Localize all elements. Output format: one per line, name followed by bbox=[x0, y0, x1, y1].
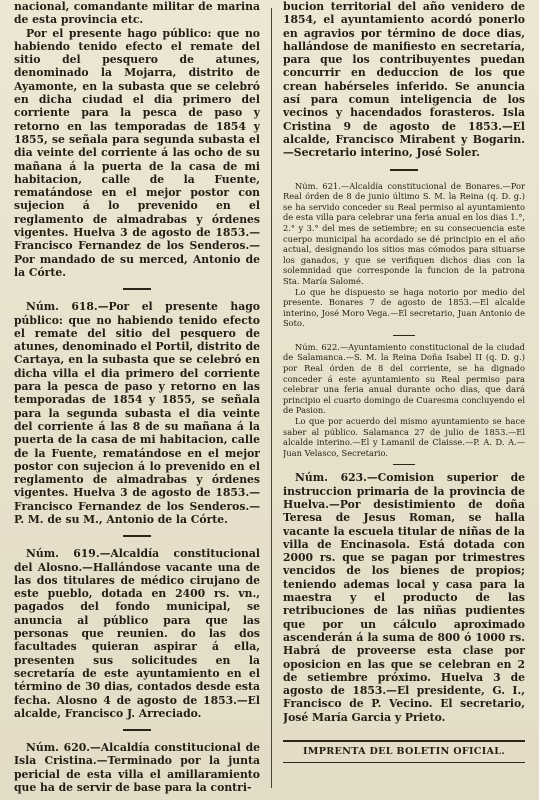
column-divider bbox=[271, 8, 272, 788]
notice-620-continuation bbox=[283, 0, 525, 160]
separator-rule bbox=[390, 169, 418, 171]
right-column bbox=[283, 0, 525, 800]
notice-620-text: Núm. 620.—Alcaldía constitucional de Isla Cristina.—Terminado por la junta pericial de esta villa el amillaramiento que ha de servir de base para la contri- bbox=[14, 741, 260, 795]
notice-621-signature: Lo que he dispuesto se haga notorio por medio del presente. Bonares 7 de agosto de 1853.—El alcalde interino, José Moro Vega.—El secretario, Juan Antonio de Soto. bbox=[283, 286, 525, 329]
notice-618 bbox=[14, 300, 260, 526]
notice-621 bbox=[283, 181, 525, 329]
notice-623-text: Núm. 623.—Comision superior de instruccion primaria de la provincia de Huelva.—Por desistimiento de doña Teresa de Jesus Roman, se halla vacante la escuela titular de niñas de la villa de Encinasola. Está dotada con 2000 rs. que se pagan por trimestres vencidos de los bienes de propios; teniendo ademas local y casa para la maestra y el producto de las retribuciones de las niñas pudientes que por un cálculo aproximado ascenderán á la suma de 800 ó 1000 rs. Habrá de proveerse esta clase por oposicion en las que se celebran en 2 de setiembre próximo. Huelva 3 de agosto de 1853.—El presidente, G. I., Francisco de P. Vecino. El secretario, José María Garcia y Prieto. bbox=[283, 471, 525, 724]
notice-618-text: Núm. 618.—Por el presente hago público: que no habiendo tenido efecto el remate del sitio del pesquero de atunes, denominado el Portil, distrito de Cartaya, en la subasta que se celebró en dicha villa el dia primero del corriente para la pesca de paso y retorno en las temporadas de 1854 y 1855, se señala para la segunda subasta el dia veinte del corriente á las 8 de su mañana á la puerta de la casa de mi habitacion, calle de la Fuente, rematándose en el mejor postor con sujecion á lo prevenido en el reglamento de almadrabas y órdenes vigentes. Huelva 3 de agosto de 1853.—Francisco Fernandez de los Senderos.—P. M. de su M., Antonio de la Córte. bbox=[14, 300, 260, 526]
notice-619-text: Núm. 619.—Alcaldía constitucional del Alosno.—Hallándose vacante una de las dos titulares de médico cirujano de este pueblo, dotada en 2400 rs. vn., pagados del fondo municipal, se anuncia al público para que las personas que reunien. do las dos facultades quieran aspirar á ella, presenten sus solicitudes en la secretaría de este ayuntamiento en el término de 30 dias, contados desde esta fecha. Alosno 4 de agosto de 1853.—El alcalde, Francisco J. Arreciado. bbox=[14, 547, 260, 720]
notice-620-continuation-text: bucion territorial del año venidero de 1854, el ayuntamiento acordó ponerlo en agravios por término de doce dias, hallándose de manifiesto en secretaría, para que los contribuyentes puedan concurrir en deduccion de los que crean habérseles inferido. Se anuncia así para comun inteligencia de los vecinos y hacendados forasteros. Isla Cristina 9 de agosto de 1853.—El alcalde, Francisco Mirabent y Bogarin.—Secretario interino, José Soler. bbox=[283, 0, 525, 160]
notice-623 bbox=[283, 471, 525, 724]
separator-rule bbox=[123, 535, 151, 537]
notice-622 bbox=[283, 342, 525, 459]
notice-621-text: Núm. 621.—Alcaldía constitucional de Bonares.—Por Real órden de 8 de junio último S. M. la Reina (q. D. g.) se ha servido conceder su Real permiso al ayuntamiento de esta villa para celebrar una feria anual en los dias 1.°, 2.° y 3.° del mes de setiembre; en su consecuencia este cuerpo municipal ha acordado se dé principio en el año actual, designando los sitios mas cómodos para situarse los ganados, y que se verifiquen dichos dias con la solemnidad que corresponde la funcion de la patrona Sta. María Salomé. bbox=[283, 180, 525, 286]
notice-622-text: Núm. 622.—Ayuntamiento constitucional de la ciudad de Salamanca.—S. M. la Reina Doña Isabel II (q. D. g.) por Real órden de 8 del corriente, se ha dignado conceder á este ayuntamiento su Real permiso para celebrar una feria anual durante ocho dias, que dará principio el cuarto domingo de Cuaresma concluyendo el de Pasion. bbox=[283, 341, 525, 416]
continuation-text: nacional, comandante militar de marina de esta provincia etc. bbox=[14, 0, 260, 27]
notice-continuation bbox=[14, 0, 260, 27]
printer-footer: IMPRENTA DEL BOLETIN OFICIAL. bbox=[283, 740, 525, 763]
notice-mojarra bbox=[14, 27, 260, 280]
left-column bbox=[14, 0, 260, 800]
notice-622-signature: Lo que por acuerdo del mismo ayuntamiento se hace saber al público. Salamanca 27 de julio de 1853.—El alcalde interino.—El y Lamanil de Claisse.—P. A. D. A.—Juan Velasco, Secretario. bbox=[283, 416, 525, 458]
separator-rule bbox=[123, 288, 151, 290]
notice-620 bbox=[14, 741, 260, 794]
separator-rule bbox=[123, 729, 151, 731]
mojarra-text: Por el presente hago público: que no habiendo tenido efecto el remate del sitio del pesquero de atunes, denominado la Mojarra, distrito de Ayamonte, en la subasta que se celebró en dicha ciudad el dia primero del corriente para la pesca de paso y retorno en las temporadas de 1854 y 1855, se señala para segunda subasta el dia veinte del corriente á las ocho de su mañana á la puerta de la casa de mi habitacion, calle de la Fuente, rematándose en el mejor postor con sujecion á lo prevenido en el reglamento de almadrabas y órdenes vigentes. Huelva 3 de agosto de 1853.—Francisco Fernandez de los Senderos.—Por mandado de su merced, Antonio de la Córte. bbox=[14, 26, 260, 279]
separator-rule bbox=[393, 335, 415, 336]
notice-619 bbox=[14, 547, 260, 720]
separator-rule bbox=[393, 464, 415, 465]
